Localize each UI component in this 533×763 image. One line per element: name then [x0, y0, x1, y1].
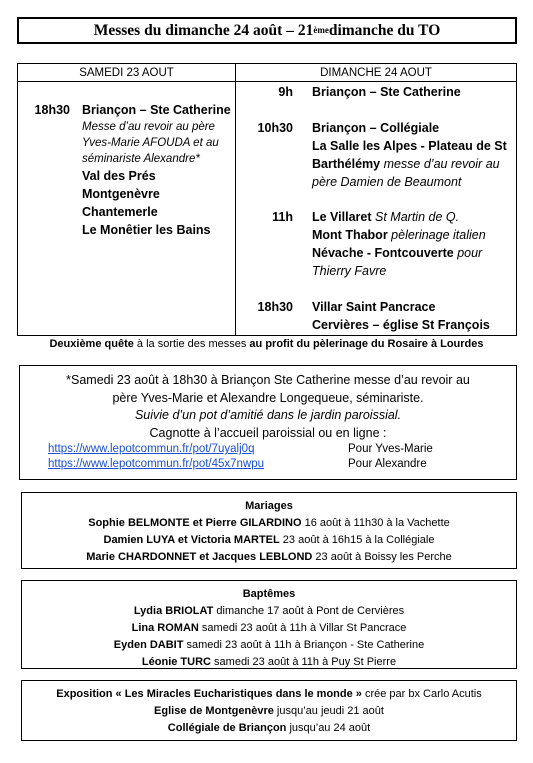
- sunday-entry-10h30: [312, 119, 516, 191]
- column-divider: [235, 64, 236, 335]
- page-title: [17, 17, 517, 44]
- donation-link-alexandre[interactable]: https://www.lepotcommun.fr/pot/45x7nwpu: [48, 458, 265, 470]
- saturday-place-5: Le Monêtier les Bains: [82, 223, 211, 237]
- sunday-note-nevache-b: Thierry Favre: [312, 264, 387, 278]
- saturday-place-3: Montgenèvre: [82, 187, 160, 201]
- baptism-item: [22, 654, 516, 671]
- sunday-note-thabor: pèlerinage italien: [387, 228, 486, 242]
- baptism-item: [22, 620, 516, 637]
- wedding-item: [22, 515, 516, 532]
- exhibition-venue-1: Eglise de Montgenèvre: [154, 705, 274, 717]
- sunday-place-9h: Briançon – Ste Catherine: [312, 85, 461, 99]
- donation-link-yves-marie[interactable]: https://www.lepotcommun.fr/pot/7uyalj0q: [48, 443, 255, 455]
- donation-label-yves-marie: Pour Yves-Marie: [348, 443, 433, 455]
- saturday-place-4: Chantemerle: [82, 205, 158, 219]
- wedding-names: Damien LUYA et Victoria MARTEL: [103, 534, 280, 546]
- weddings-box: [21, 492, 517, 569]
- header-divider: [18, 81, 516, 82]
- exhibition-line-2: [22, 703, 516, 720]
- exhibition-author: crée par bx Carlo Acutis: [361, 688, 482, 700]
- exhibition-dates-2: jusqu’au 24 août: [286, 722, 371, 734]
- donation-links: [20, 442, 516, 472]
- sunday-time-18h30: 18h30: [257, 300, 293, 314]
- info-line-3: Suivie d’un pot d’amitié dans le jardin paroissial.: [134, 408, 402, 422]
- exhibition-line-3: [22, 720, 516, 737]
- sunday-entry-18h30: [312, 298, 516, 334]
- baptisms-heading: Baptêmes: [242, 588, 296, 600]
- title-tail: dimanche du TO: [328, 21, 441, 39]
- quete-text: à la sortie des messes: [133, 338, 250, 350]
- sunday-place-villaret: Le Villaret: [312, 210, 372, 224]
- baptism-details: dimanche 17 août à Pont de Cervières: [213, 605, 405, 617]
- donation-label-alexandre: Pour Alexandre: [348, 458, 427, 470]
- exhibition-line-1: [22, 686, 516, 703]
- baptism-details: samedi 23 août à 11h à Briançon - Ste Catherine: [183, 639, 425, 651]
- sunday-place-nevache: Névache - Fontcouverte: [312, 246, 454, 260]
- baptism-details: samedi 23 août à 11h à Villar St Pancrace: [198, 622, 407, 634]
- saturday-place-2: Val des Prés: [82, 169, 156, 183]
- sunday-header: DIMANCHE 24 AOUT: [320, 66, 432, 79]
- info-line-1: *Samedi 23 août à 18h30 à Briançon Ste Catherine messe d’au revoir au: [66, 373, 470, 387]
- sunday-place-villar: Villar Saint Pancrace: [312, 300, 436, 314]
- saturday-time: 18h30: [34, 103, 70, 117]
- wedding-details: 16 août à 11h30 à la Vachette: [301, 517, 450, 529]
- baptism-item: [22, 603, 516, 620]
- info-line-4: Cagnotte à l’accueil paroissial ou en ligne :: [149, 425, 387, 440]
- baptism-item: [22, 637, 516, 654]
- wedding-item: [22, 549, 516, 566]
- exhibition-title: Exposition « Les Miracles Eucharistiques dans le monde »: [56, 688, 362, 700]
- sunday-place-thabor: Mont Thabor: [312, 228, 388, 242]
- saturday-entry: [82, 101, 232, 239]
- sunday-entry-11h: [312, 208, 516, 280]
- exhibition-venue-2: Collégiale de Briançon: [167, 722, 287, 734]
- baptism-name: Lydia BRIOLAT: [133, 605, 214, 617]
- info-line-2: père Yves-Marie et Alexandre Longequeue, séminariste.: [112, 390, 424, 405]
- title-sup: ème: [313, 24, 329, 35]
- wedding-item: [22, 532, 516, 549]
- saturday-header: SAMEDI 23 AOUT: [79, 66, 174, 79]
- sunday-place-collegiale: Briançon – Collégiale: [312, 121, 440, 135]
- wedding-details: 23 août à 16h15 à la Collégiale: [279, 534, 435, 546]
- baptism-name: Léonie TURC: [141, 656, 211, 668]
- saturday-note: Messe d’au revoir au père Yves-Marie AFOUDA et au séminariste Alexandre*: [82, 121, 219, 165]
- quete-bold-2: au profit du pèlerinage du Rosaire à Lourdes: [249, 338, 484, 350]
- title-main: Messes du dimanche 24 août – 21: [93, 21, 314, 39]
- exhibition-box: [21, 680, 517, 741]
- sunday-note-10h30-b: père Damien de Beaumont: [312, 175, 462, 189]
- wedding-details: 23 août à Boissy les Perche: [312, 551, 452, 563]
- collection-notice: [0, 338, 533, 350]
- wedding-names: Marie CHARDONNET et Jacques LEBLOND: [86, 551, 313, 563]
- baptisms-box: [21, 580, 517, 669]
- baptism-details: samedi 23 août à 11h à Puy St Pierre: [210, 656, 397, 668]
- wedding-names: Sophie BELMONTE et Pierre GILARDINO: [88, 517, 302, 529]
- exhibition-dates-1: jusqu’au jeudi 21 août: [273, 705, 384, 717]
- sunday-note-10h30: messe d’au revoir au: [380, 157, 500, 171]
- farewell-info-box: [19, 365, 517, 480]
- mass-schedule-table: [17, 63, 517, 336]
- baptism-name: Eyden DABIT: [113, 639, 184, 651]
- sunday-note-villaret: St Martin de Q.: [371, 210, 460, 224]
- sunday-place-cervieres: Cervières – église St François: [312, 318, 490, 332]
- baptism-name: Lina ROMAN: [131, 622, 199, 634]
- sunday-place-salle: La Salle les Alpes - Plateau de St: [312, 139, 507, 153]
- sunday-time-10h30: 10h30: [257, 121, 293, 135]
- sunday-time-11h: 11h: [272, 210, 293, 224]
- quete-bold-1: Deuxième quête: [49, 338, 134, 350]
- weddings-heading: Mariages: [245, 500, 293, 512]
- sunday-time-9h: 9h: [278, 85, 293, 99]
- sunday-place-barthelemy: Barthélémy: [312, 157, 381, 171]
- saturday-place: Briançon – Ste Catherine: [82, 103, 231, 117]
- sunday-note-nevache: pour: [453, 246, 483, 260]
